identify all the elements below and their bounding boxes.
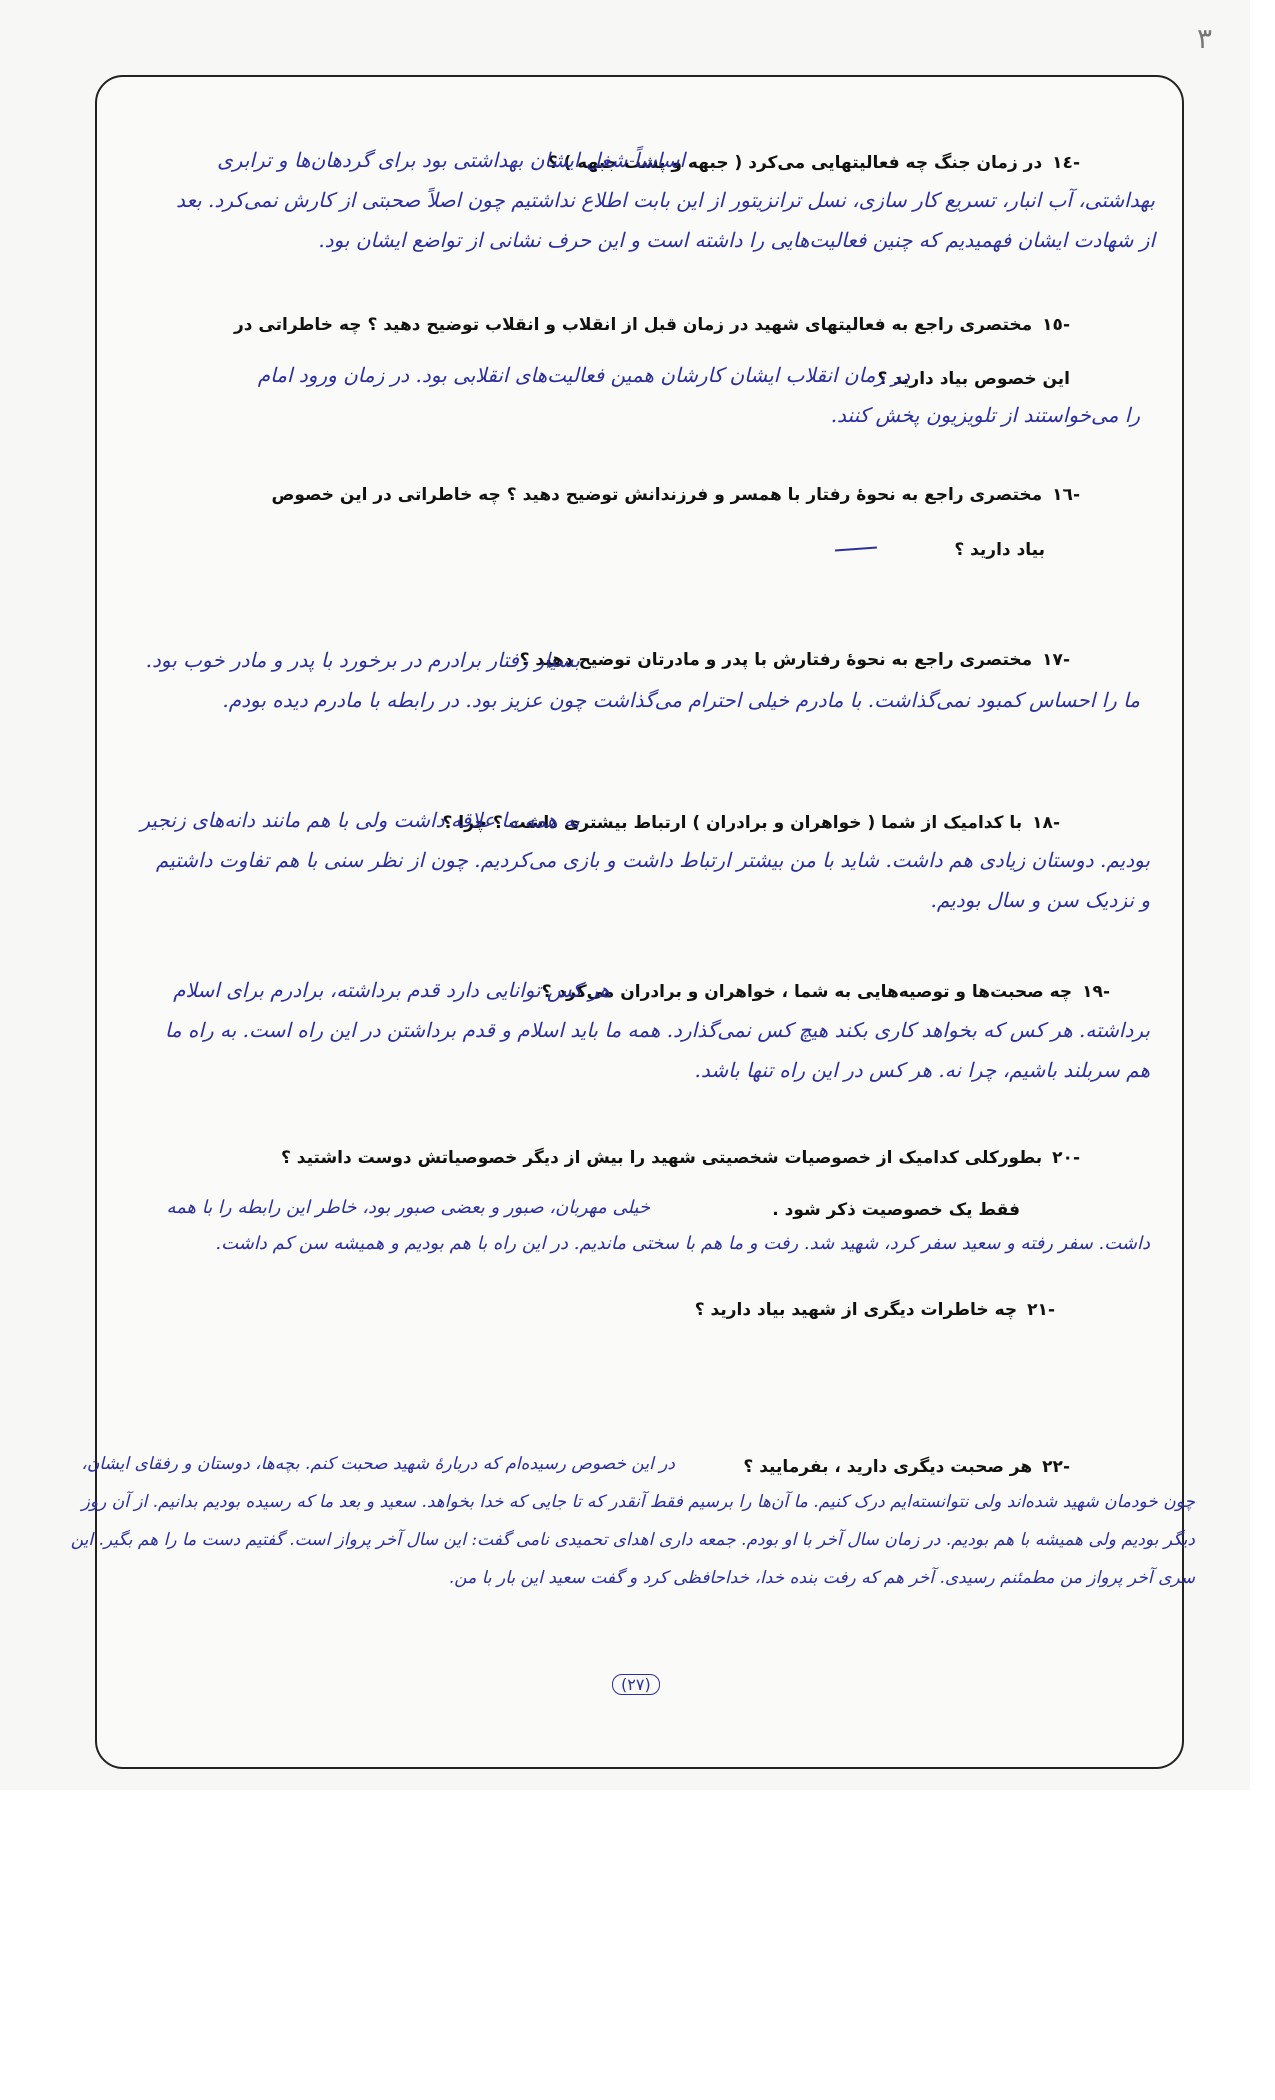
question-22-text: هر صحبت دیگری دارید ، بفرمایید ؟	[743, 1457, 1033, 1477]
answer-19: هر کس توانایی دارد قدم برداشته، برادرم برای اسلام برداشته. هر کس که بخواهد کاری بکند هیچ کس نمی‌گذارد. همه ما باید اسلام و قدم برداشتن در این راه است. به راه ما هم سربلند باشیم، چرا نه. هر کس در این راه تنها باشد.	[164, 978, 1150, 1082]
answer-20: خیلی مهربان، صبور و بعضی صبور بود، خاطر این رابطه را با همه داشت. سفر رفته و سعید سفر کرد، شهید شد. رفت و ما هم با سختی ماندیم. در این راه با هم بودیم و همیشه سن کم داشت.	[166, 1197, 1150, 1254]
answer-15: در زمان انقلاب ایشان کارشان همین فعالیت‌های انقلابی بود. در زمان ورود امام را می‌خواستند از تلویزیون پخش کنند.	[257, 363, 1140, 427]
question-16-text: مختصری راجع به نحوهٔ رفتار با همسر و فرزندانش توضیح دهید ؟ چه خاطراتی در این خصوص	[271, 485, 1043, 505]
question-20-number: -٢٠	[1052, 1148, 1080, 1168]
question-18-text: با کدامیک از شما ( خواهران و برادران ) ارتباط بیشتری داشت ؟ چرا ؟	[442, 813, 1023, 833]
question-19-number: -١٩	[1082, 982, 1110, 1002]
question-19-text: چه صحبت‌ها و توصیه‌هایی به شما ، خواهران و برادران می‌کرد ؟	[541, 982, 1073, 1002]
question-16-number: -١٦	[1052, 485, 1080, 505]
answer-17: بسیار رفتار برادرم در برخورد با پدر و مادر خوب بود. ما را احساس کمبود نمی‌گذاشت. با مادرم خیلی احترام می‌گذاشت چون عزیز بود. در رابطه با مادرم دیده بودم.	[145, 648, 1140, 712]
question-15-text: مختصری راجع به فعالیتهای شهید در زمان قبل از انقلاب و انقلاب توضیح دهید ؟ چه خاطراتی در	[233, 315, 1033, 335]
question-14-text: در زمان جنگ چه فعالیتهایی می‌کرد ( جبهه و پشت جبهه ) ؟	[547, 153, 1043, 173]
question-22-number: -٢٢	[1042, 1457, 1070, 1477]
answer-14: اساساً شغل ایشان بهداشتی بود برای گردهان‌ها و ترابری بهداشتی، آب انبار، تسریع کار سازی، نسل ترانزیتور از این بابت اطلاع نداشتیم چون اصلاً صحبتی از کارش نمی‌کرد. بعد از شهادت ایشان فهمیدیم که چنین فعالیت‌هایی را داشته است و این حرف نشانی از تواضع ایشان بود.	[175, 148, 1155, 252]
question-20-text: بطورکلی کدامیک از خصوصیات شخصیتی شهید را بیش از دیگر خصوصیاتش دوست داشتید ؟	[280, 1148, 1043, 1168]
question-21-number: -٢١	[1027, 1300, 1055, 1320]
question-15-line2: این خصوص بیاد دارید ؟	[877, 369, 1070, 389]
question-14-number: -١٤	[1052, 153, 1080, 173]
question-16-line2: بیاد دارید ؟	[954, 540, 1045, 560]
question-17-number: -١٧	[1042, 650, 1070, 670]
question-21	[695, 1300, 1055, 1320]
question-15-number: -١٥	[1042, 315, 1070, 335]
answer-18: به همه ما علاقه داشت ولی با هم مانند دانه‌های زنجیر بودیم. دوستان زیادی هم داشت. شاید با من بیشتر ارتباط داشت و بازی می‌کردیم. چون از نظر سنی با هم تفاوت داشتیم و نزدیک سن و سال بودیم.	[140, 808, 1150, 912]
question-20-line1	[281, 1148, 1080, 1168]
answer-22: در این خصوص رسیده‌ام که دربارهٔ شهید صحبت کنم. بچه‌ها، دوستان و رفقای ایشان، چون خودمان شهید شده‌اند ولی نتوانسته‌ایم درک کنیم. ما آن‌ها را برسیم فقط آنقدر که تا جایی که خدا بخواهد. سعید و بعد ما که رسیده بودیم بدانیم. از آن روز دیگر بودیم ولی همیشه با هم بودیم. در زمان سال آخر با او بودم. جمعه داری اهدای تحمیدی نامی گفت: این سال آخر پرواز است. گفتیم دست ما را هم بگیر. این سری آخر پرواز من مطمئنم رسیدی. آخر هم که رفت بنده خدا، خداحافظی کرد و گفت سعید این بار با من.	[70, 1454, 1195, 1588]
question-16-line1	[271, 485, 1080, 505]
question-21-text: چه خاطرات دیگری از شهید بیاد دارید ؟	[694, 1300, 1018, 1320]
question-18-number: -١٨	[1032, 813, 1060, 833]
question-15-line1	[234, 315, 1070, 335]
question-17-text: مختصری راجع به نحوهٔ رفتارش با پدر و مادرتان توضیح دهید ؟	[519, 650, 1033, 670]
page-corner-marker: ٣	[1196, 22, 1212, 55]
question-20-line2: فقط یک خصوصیت ذکر شود .	[772, 1200, 1020, 1220]
page-number: (٢٧)	[612, 1674, 660, 1695]
